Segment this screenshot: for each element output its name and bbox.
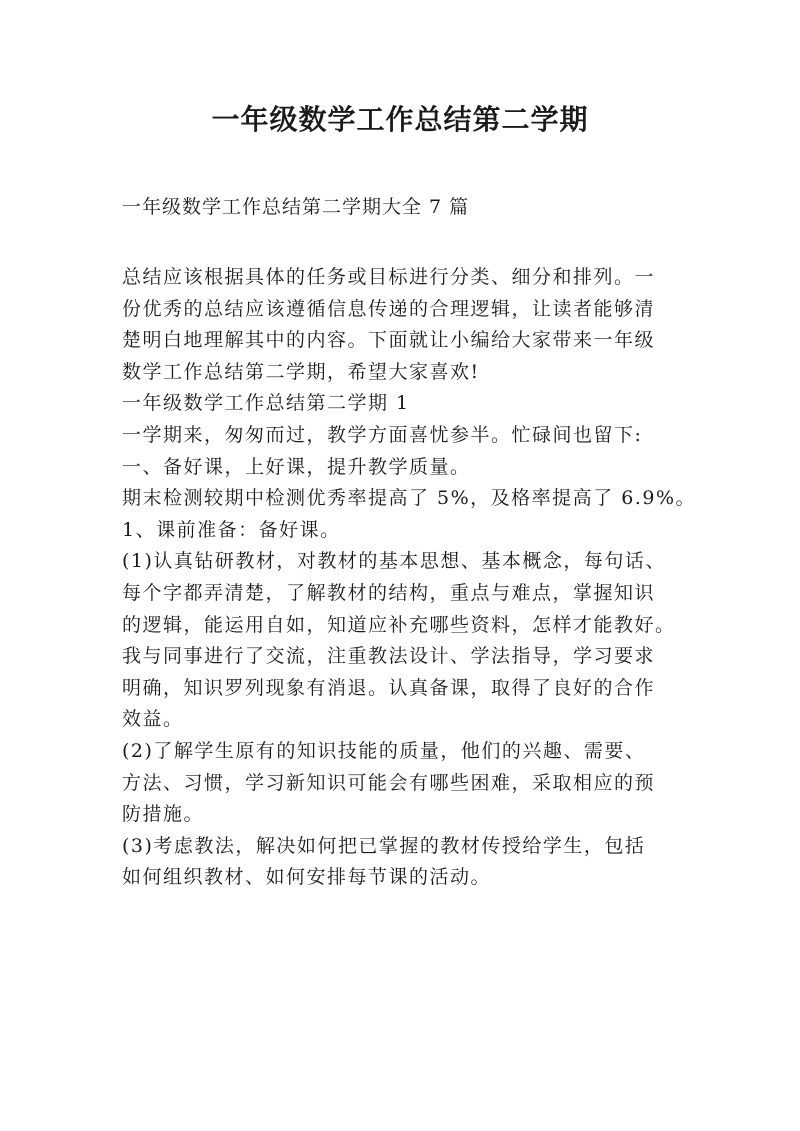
body-line: 方法、习惯，学习新知识可能会有哪些困难，采取相应的预 [122,771,656,794]
body-line: 我与同事进行了交流，注重教法设计、学法指导，学习要求 [122,645,656,668]
body-line: 一、备好课，上好课，提升教学质量。 [122,455,471,478]
document-body [122,262,696,894]
body-line: 数学工作总结第二学期，希望大家喜欢! [122,360,480,383]
body-line: 一学期来，匆匆而过，教学方面喜忧参半。忙碌间也留下: [122,423,643,446]
body-line: 每个字都弄清楚，了解教材的结构，重点与难点，掌握知识 [122,581,656,604]
body-line: (1)认真钻研教材，对教材的基本思想、基本概念，每句话、 [122,550,666,573]
body-line: 如何组织教材、如何安排每节课的活动。 [122,866,492,889]
body-line: (2)了解学生原有的知识技能的质量，他们的兴趣、需要、 [122,739,646,762]
body-line: 防措施。 [122,803,205,826]
document-subtitle: 一年级数学工作总结第二学期大全 7 篇 [122,196,470,218]
body-line: 效益。 [122,708,184,731]
body-line: 1、课前准备：备好课。 [122,518,341,541]
body-line: 楚明白地理解其中的内容。下面就让小编给大家带来一年级 [122,329,656,352]
body-line: (3)考虑教法，解决如何把已掌握的教材传授给学生，包括 [122,834,646,857]
document-title: 一年级数学工作总结第二学期 [211,103,589,136]
body-line: 期末检测较期中检测优秀率提高了 5%，及格率提高了 6.9%。 [122,487,696,510]
section-heading: 一年级数学工作总结第二学期 1 [122,392,410,415]
body-line: 总结应该根据具体的任务或目标进行分类、细分和排列。一 [122,266,656,288]
body-line: 明确，知识罗列现象有消退。认真备课，取得了良好的合作 [122,676,656,699]
body-line: 份优秀的总结应该遵循信息传递的合理逻辑，让读者能够清 [122,297,656,320]
body-line: 的逻辑，能运用自如，知道应补充哪些资料，怎样才能教好。 [122,613,676,636]
